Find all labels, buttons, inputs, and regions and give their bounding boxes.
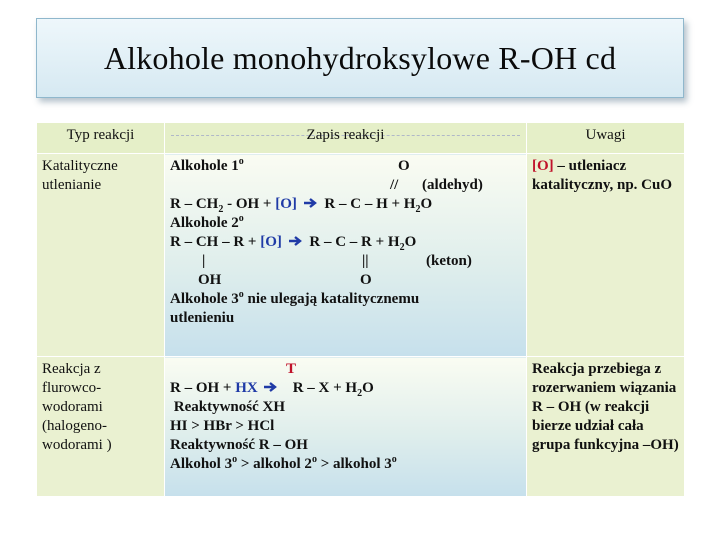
eq-line: R – CH – R + [O] $R - C - R + H_2O$: [170, 234, 417, 253]
eq-line: OH O: [198, 272, 372, 288]
eq-line: Alkohole 2$^o$: [170, 213, 244, 231]
title-box: [36, 18, 684, 98]
eq-line: Reaktywność XH: [173, 399, 285, 415]
notes-cell: Reakcja przebiega z rozerwaniem wiązania R – OH (w reakcji bierze udział cała grupa funkcyjna –OH): [527, 357, 685, 497]
halide-label: HX: [235, 380, 258, 396]
oxidant-label: [O]: [260, 234, 282, 250]
eq-line: Alkohole 3$^o$ nie ulegają katalitycznemu: [170, 289, 420, 307]
notes-cell: [O] – utleniacz katalityczny, np. CuO: [527, 154, 685, 357]
oxidant-label: [O]: [275, 196, 297, 212]
header-equation-label: Zapis reakcji: [306, 127, 385, 143]
header-type: Typ reakcji: [37, 123, 165, 154]
header-equation: [165, 123, 527, 154]
reaction-type-cell: Reakcja z flurowco- wodorami (halogeno- wodorami ): [37, 357, 165, 497]
eq-line: [170, 360, 521, 379]
right-arrow-icon: [303, 197, 319, 209]
equation-cell: [165, 154, 527, 357]
eq-line: // (aldehyd): [390, 177, 483, 193]
eq-line: HI > HBr > HCl: [170, 418, 275, 434]
right-arrow-icon: [263, 381, 279, 393]
eq-line: R – $CH_2$ - OH + [O] $R - C - H + H_2O$: [170, 196, 433, 215]
eq-line: utlenieniu: [170, 310, 235, 326]
table-row: [37, 154, 685, 357]
reaction-type-cell: Katalityczne utlenianie: [37, 154, 165, 357]
reaction-table: [36, 122, 685, 497]
page-title: Alkohole monohydroksylowe R-OH cd: [103, 39, 617, 76]
table-row: [37, 357, 685, 497]
eq-line: | || (keton): [202, 253, 472, 269]
eq-line: R – OH + HX $R - X + H_2O$: [170, 380, 374, 399]
eq-line: Reaktywność R – OH: [170, 437, 308, 453]
temperature-label: T: [286, 361, 297, 377]
header-notes: Uwagi: [527, 123, 685, 154]
eq-line: Alkohol $3^o$ > alkohol $2^o$ > alkohol 3$^o$: [170, 454, 397, 472]
right-arrow-icon: [288, 235, 304, 247]
table-header-row: [37, 123, 685, 154]
eq-line: Alkohole 1$^o$ O: [170, 156, 410, 174]
equation-cell: [165, 357, 527, 497]
